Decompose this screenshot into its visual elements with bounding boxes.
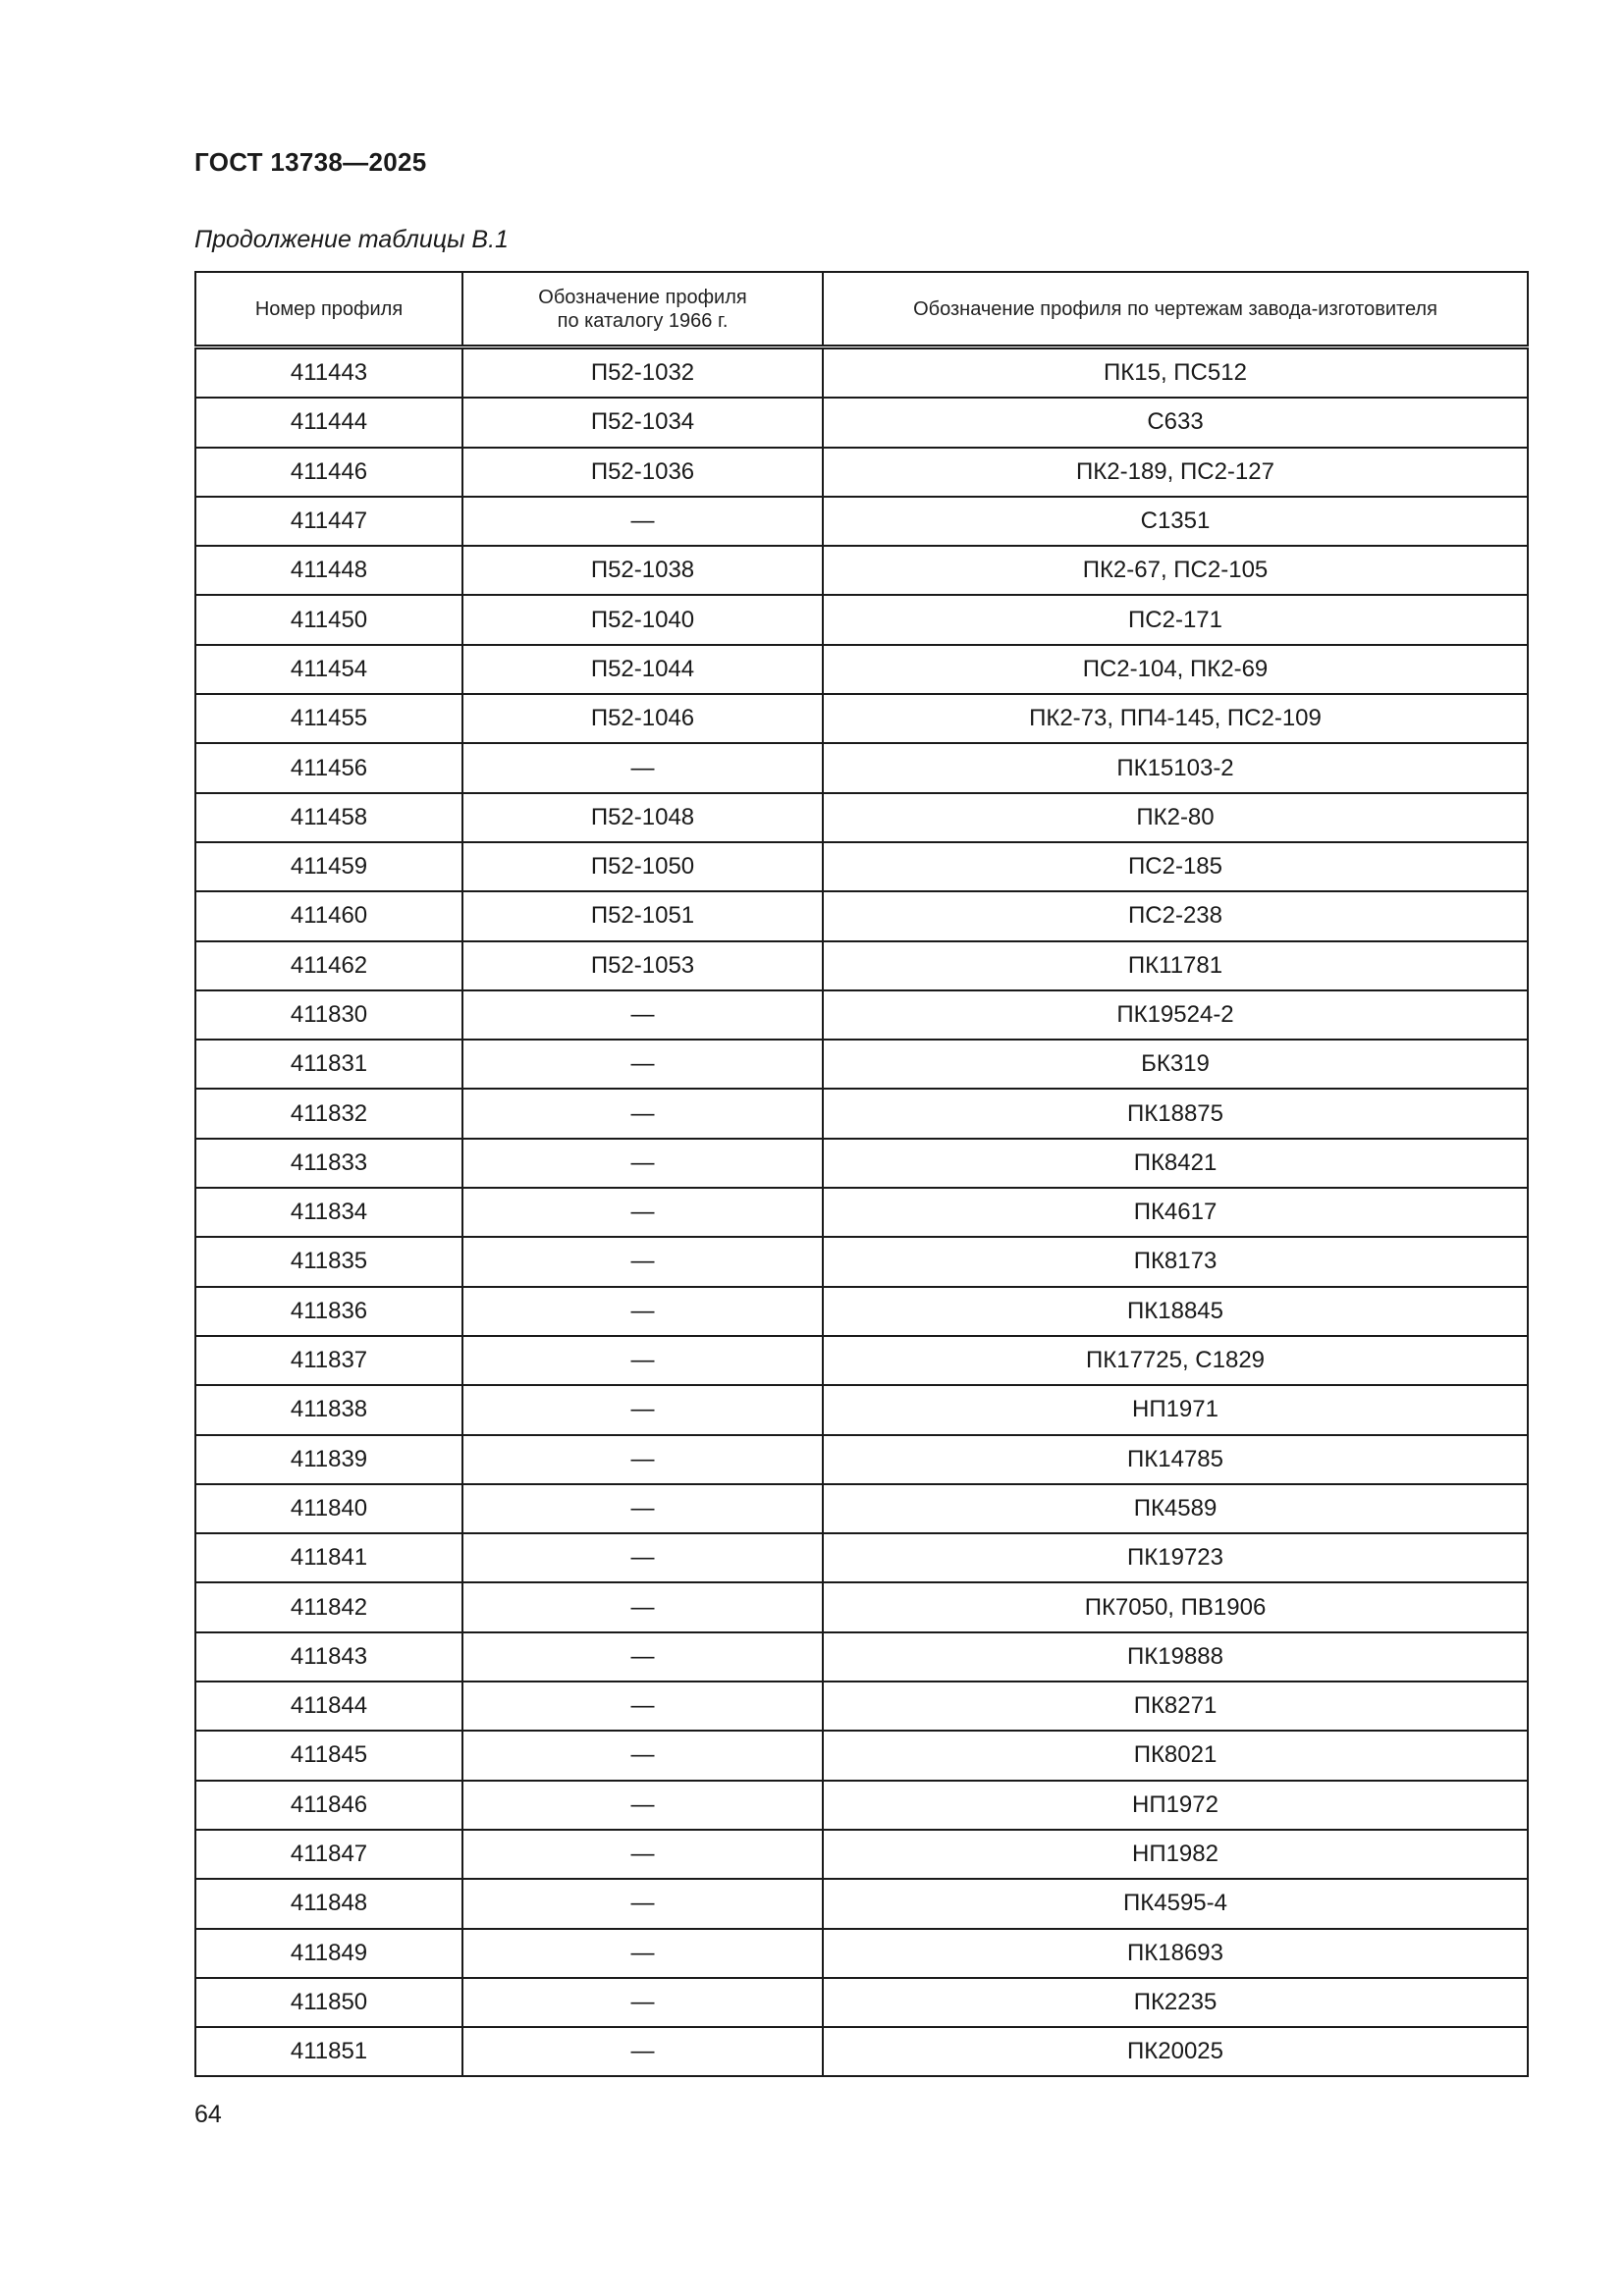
cell-manufacturer-designation: БК319 bbox=[823, 1040, 1528, 1089]
cell-manufacturer-designation: ПС2-171 bbox=[823, 595, 1528, 644]
cell-manufacturer-designation: НП1971 bbox=[823, 1385, 1528, 1434]
cell-profile-number: 411443 bbox=[195, 347, 462, 399]
cell-catalog-1966: — bbox=[462, 990, 823, 1040]
table-row bbox=[195, 595, 1528, 644]
profiles-table bbox=[194, 271, 1529, 2077]
cell-profile-number: 411444 bbox=[195, 398, 462, 447]
table-row bbox=[195, 694, 1528, 743]
cell-manufacturer-designation: ПК19524-2 bbox=[823, 990, 1528, 1040]
cell-manufacturer-designation: ПК2-189, ПС2-127 bbox=[823, 448, 1528, 497]
column-header-catalog-1966 bbox=[462, 272, 823, 347]
cell-manufacturer-designation: НП1972 bbox=[823, 1781, 1528, 1830]
cell-manufacturer-designation: ПК18875 bbox=[823, 1089, 1528, 1138]
cell-profile-number: 411448 bbox=[195, 546, 462, 595]
cell-manufacturer-designation: С1351 bbox=[823, 497, 1528, 546]
cell-manufacturer-designation: ПК20025 bbox=[823, 2027, 1528, 2076]
cell-catalog-1966: — bbox=[462, 1582, 823, 1631]
cell-profile-number: 411847 bbox=[195, 1830, 462, 1879]
cell-profile-number: 411459 bbox=[195, 842, 462, 891]
cell-catalog-1966: — bbox=[462, 1978, 823, 2027]
table-row bbox=[195, 1929, 1528, 1978]
cell-catalog-1966: — bbox=[462, 1040, 823, 1089]
cell-manufacturer-designation: ПК8173 bbox=[823, 1237, 1528, 1286]
table-row bbox=[195, 1336, 1528, 1385]
cell-profile-number: 411454 bbox=[195, 645, 462, 694]
cell-catalog-1966: — bbox=[462, 1682, 823, 1731]
table-row bbox=[195, 1731, 1528, 1780]
cell-catalog-1966: — bbox=[462, 1237, 823, 1286]
cell-profile-number: 411456 bbox=[195, 743, 462, 792]
cell-catalog-1966: — bbox=[462, 1188, 823, 1237]
cell-profile-number: 411842 bbox=[195, 1582, 462, 1631]
cell-catalog-1966: П52-1032 bbox=[462, 347, 823, 399]
cell-catalog-1966: — bbox=[462, 497, 823, 546]
table-row bbox=[195, 743, 1528, 792]
table-row bbox=[195, 1632, 1528, 1682]
cell-catalog-1966: П52-1044 bbox=[462, 645, 823, 694]
cell-profile-number: 411831 bbox=[195, 1040, 462, 1089]
cell-manufacturer-designation: ПК8271 bbox=[823, 1682, 1528, 1731]
table-row bbox=[195, 546, 1528, 595]
table-row bbox=[195, 1978, 1528, 2027]
table-row bbox=[195, 1040, 1528, 1089]
column-header-manufacturer-drawings: Обозначение профиля по чертежам завода-изготовителя bbox=[823, 272, 1528, 347]
cell-profile-number: 411837 bbox=[195, 1336, 462, 1385]
cell-catalog-1966: — bbox=[462, 1139, 823, 1188]
cell-catalog-1966: — bbox=[462, 1336, 823, 1385]
cell-profile-number: 411834 bbox=[195, 1188, 462, 1237]
cell-catalog-1966: П52-1040 bbox=[462, 595, 823, 644]
cell-catalog-1966: — bbox=[462, 1385, 823, 1434]
table-row bbox=[195, 1484, 1528, 1533]
cell-manufacturer-designation: ПК4617 bbox=[823, 1188, 1528, 1237]
cell-manufacturer-designation: ПС2-185 bbox=[823, 842, 1528, 891]
table-row bbox=[195, 1188, 1528, 1237]
cell-profile-number: 411851 bbox=[195, 2027, 462, 2076]
cell-profile-number: 411832 bbox=[195, 1089, 462, 1138]
table-row bbox=[195, 891, 1528, 940]
column-header-catalog-1966-text: Обозначение профиля по каталогу 1966 г. bbox=[538, 286, 747, 332]
cell-profile-number: 411830 bbox=[195, 990, 462, 1040]
table-row bbox=[195, 990, 1528, 1040]
table-row bbox=[195, 793, 1528, 842]
table-body bbox=[195, 347, 1528, 2077]
cell-profile-number: 411446 bbox=[195, 448, 462, 497]
cell-profile-number: 411833 bbox=[195, 1139, 462, 1188]
column-header-profile-number: Номер профиля bbox=[195, 272, 462, 347]
cell-catalog-1966: — bbox=[462, 1632, 823, 1682]
cell-manufacturer-designation: ПК7050, ПВ1906 bbox=[823, 1582, 1528, 1631]
cell-manufacturer-designation: ПК14785 bbox=[823, 1435, 1528, 1484]
cell-catalog-1966: — bbox=[462, 1781, 823, 1830]
cell-catalog-1966: П52-1038 bbox=[462, 546, 823, 595]
cell-catalog-1966: — bbox=[462, 1089, 823, 1138]
cell-catalog-1966: — bbox=[462, 1287, 823, 1336]
table-row bbox=[195, 1435, 1528, 1484]
table-row bbox=[195, 1287, 1528, 1336]
table-row bbox=[195, 2027, 1528, 2076]
cell-manufacturer-designation: ПК4589 bbox=[823, 1484, 1528, 1533]
cell-profile-number: 411841 bbox=[195, 1533, 462, 1582]
table-row bbox=[195, 645, 1528, 694]
table-row bbox=[195, 347, 1528, 399]
cell-profile-number: 411458 bbox=[195, 793, 462, 842]
table-row bbox=[195, 1682, 1528, 1731]
cell-catalog-1966: П52-1036 bbox=[462, 448, 823, 497]
cell-manufacturer-designation: ПК11781 bbox=[823, 941, 1528, 990]
table-row bbox=[195, 1385, 1528, 1434]
cell-catalog-1966: — bbox=[462, 1484, 823, 1533]
cell-profile-number: 411447 bbox=[195, 497, 462, 546]
cell-catalog-1966: — bbox=[462, 1830, 823, 1879]
cell-profile-number: 411450 bbox=[195, 595, 462, 644]
cell-catalog-1966: П52-1034 bbox=[462, 398, 823, 447]
table-row bbox=[195, 497, 1528, 546]
table-row bbox=[195, 1533, 1528, 1582]
table-row bbox=[195, 842, 1528, 891]
cell-catalog-1966: П52-1051 bbox=[462, 891, 823, 940]
table-caption: Продолжение таблицы В.1 bbox=[194, 226, 509, 253]
cell-manufacturer-designation: ПС2-238 bbox=[823, 891, 1528, 940]
cell-manufacturer-designation: ПК19888 bbox=[823, 1632, 1528, 1682]
table-row bbox=[195, 1830, 1528, 1879]
cell-catalog-1966: — bbox=[462, 1731, 823, 1780]
table-row bbox=[195, 448, 1528, 497]
cell-profile-number: 411460 bbox=[195, 891, 462, 940]
cell-catalog-1966: — bbox=[462, 2027, 823, 2076]
cell-profile-number: 411835 bbox=[195, 1237, 462, 1286]
cell-profile-number: 411455 bbox=[195, 694, 462, 743]
cell-catalog-1966: П52-1053 bbox=[462, 941, 823, 990]
cell-manufacturer-designation: ПК19723 bbox=[823, 1533, 1528, 1582]
cell-catalog-1966: — bbox=[462, 743, 823, 792]
document-header: ГОСТ 13738—2025 bbox=[194, 147, 427, 177]
table-row bbox=[195, 941, 1528, 990]
cell-catalog-1966: — bbox=[462, 1435, 823, 1484]
cell-manufacturer-designation: ПК2-73, ПП4-145, ПС2-109 bbox=[823, 694, 1528, 743]
page-number: 64 bbox=[194, 2101, 222, 2128]
table-row bbox=[195, 1139, 1528, 1188]
cell-profile-number: 411849 bbox=[195, 1929, 462, 1978]
cell-manufacturer-designation: ПК8021 bbox=[823, 1731, 1528, 1780]
cell-manufacturer-designation: НП1982 bbox=[823, 1830, 1528, 1879]
cell-profile-number: 411844 bbox=[195, 1682, 462, 1731]
cell-manufacturer-designation: С633 bbox=[823, 398, 1528, 447]
cell-manufacturer-designation: ПК15103-2 bbox=[823, 743, 1528, 792]
table-row bbox=[195, 1781, 1528, 1830]
cell-catalog-1966: П52-1046 bbox=[462, 694, 823, 743]
cell-manufacturer-designation: ПК2235 bbox=[823, 1978, 1528, 2027]
cell-manufacturer-designation: ПК2-67, ПС2-105 bbox=[823, 546, 1528, 595]
cell-manufacturer-designation: ПК17725, С1829 bbox=[823, 1336, 1528, 1385]
cell-catalog-1966: — bbox=[462, 1879, 823, 1928]
cell-manufacturer-designation: ПК8421 bbox=[823, 1139, 1528, 1188]
table-row bbox=[195, 1089, 1528, 1138]
cell-manufacturer-designation: ПК2-80 bbox=[823, 793, 1528, 842]
cell-profile-number: 411839 bbox=[195, 1435, 462, 1484]
table-row bbox=[195, 398, 1528, 447]
cell-profile-number: 411848 bbox=[195, 1879, 462, 1928]
cell-profile-number: 411836 bbox=[195, 1287, 462, 1336]
cell-manufacturer-designation: ПС2-104, ПК2-69 bbox=[823, 645, 1528, 694]
cell-profile-number: 411843 bbox=[195, 1632, 462, 1682]
cell-profile-number: 411850 bbox=[195, 1978, 462, 2027]
cell-profile-number: 411840 bbox=[195, 1484, 462, 1533]
table-row bbox=[195, 1582, 1528, 1631]
cell-catalog-1966: — bbox=[462, 1929, 823, 1978]
cell-manufacturer-designation: ПК4595-4 bbox=[823, 1879, 1528, 1928]
cell-profile-number: 411846 bbox=[195, 1781, 462, 1830]
cell-catalog-1966: — bbox=[462, 1533, 823, 1582]
cell-manufacturer-designation: ПК15, ПС512 bbox=[823, 347, 1528, 399]
cell-manufacturer-designation: ПК18693 bbox=[823, 1929, 1528, 1978]
cell-profile-number: 411845 bbox=[195, 1731, 462, 1780]
cell-profile-number: 411838 bbox=[195, 1385, 462, 1434]
cell-manufacturer-designation: ПК18845 bbox=[823, 1287, 1528, 1336]
table-row bbox=[195, 1237, 1528, 1286]
cell-catalog-1966: П52-1050 bbox=[462, 842, 823, 891]
cell-profile-number: 411462 bbox=[195, 941, 462, 990]
table-header-row bbox=[195, 272, 1528, 347]
cell-catalog-1966: П52-1048 bbox=[462, 793, 823, 842]
table-row bbox=[195, 1879, 1528, 1928]
